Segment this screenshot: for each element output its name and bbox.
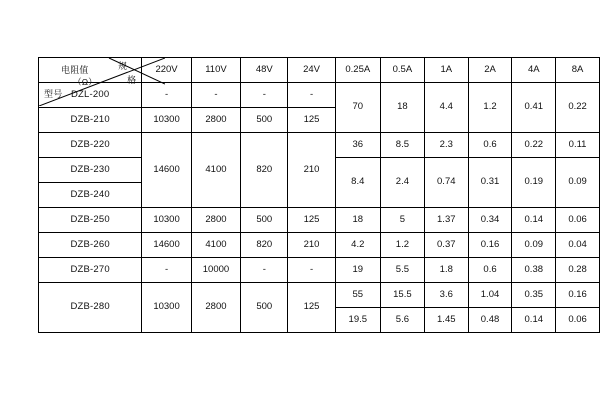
cell-current: 0.6 xyxy=(468,258,512,283)
column-header-voltage-220v: 220V xyxy=(142,58,191,83)
cell-current: 0.35 xyxy=(512,283,556,308)
cell-current: 1.8 xyxy=(424,258,468,283)
cell-current: 2.4 xyxy=(380,158,424,208)
cell-current: 5 xyxy=(380,208,424,233)
cell-voltage: 10000 xyxy=(191,258,240,283)
cell-current: 0.28 xyxy=(556,258,600,283)
cell-model: DZB-210 xyxy=(39,108,142,133)
cell-current: 0.19 xyxy=(512,158,556,208)
cell-voltage: 10300 xyxy=(142,108,191,133)
cell-current: 0.04 xyxy=(556,233,600,258)
cell-current: 18 xyxy=(380,83,424,133)
cell-current: 0.06 xyxy=(556,308,600,333)
cell-model: DZL-200 xyxy=(39,83,142,108)
cell-voltage: 4100 xyxy=(191,233,240,258)
cell-voltage: 10300 xyxy=(142,208,191,233)
cell-voltage: 500 xyxy=(241,108,288,133)
cell-voltage: 14600 xyxy=(142,233,191,258)
cell-voltage: 2800 xyxy=(191,108,240,133)
table-header-row xyxy=(39,58,600,83)
corner-unit-label: （Ω） xyxy=(73,77,97,87)
cell-current: 5.5 xyxy=(380,258,424,283)
cell-current: 1.45 xyxy=(424,308,468,333)
cell-current: 0.16 xyxy=(468,233,512,258)
cell-voltage: 10300 xyxy=(142,283,191,333)
cell-voltage: 14600 xyxy=(142,133,191,208)
cell-voltage: - xyxy=(142,258,191,283)
cell-current: 0.09 xyxy=(556,158,600,208)
corner-spec-label-1: 规 xyxy=(118,61,128,71)
cell-current: 0.31 xyxy=(468,158,512,208)
cell-current: 8.5 xyxy=(380,133,424,158)
column-header-current-4a: 4A xyxy=(512,58,556,83)
column-header-voltage-24v: 24V xyxy=(288,58,335,83)
table-row xyxy=(39,133,600,158)
cell-current: 0.16 xyxy=(556,283,600,308)
cell-voltage: 125 xyxy=(288,208,335,233)
cell-voltage: - xyxy=(191,83,240,108)
cell-current: 1.2 xyxy=(468,83,512,133)
column-header-voltage-48v: 48V xyxy=(241,58,288,83)
cell-current: 0.11 xyxy=(556,133,600,158)
cell-current: 4.2 xyxy=(335,233,380,258)
cell-current: 0.34 xyxy=(468,208,512,233)
cell-current: 0.14 xyxy=(512,308,556,333)
corner-model-label: 型号 xyxy=(44,89,63,99)
cell-model: DZB-270 xyxy=(39,258,142,283)
corner-spec-label-2: 格 xyxy=(127,75,137,85)
cell-current: 1.37 xyxy=(424,208,468,233)
cell-current: 36 xyxy=(335,133,380,158)
cell-model: DZB-230 xyxy=(39,158,142,183)
cell-current: 0.37 xyxy=(424,233,468,258)
cell-current: 3.6 xyxy=(424,283,468,308)
cell-current: 2.3 xyxy=(424,133,468,158)
cell-voltage: 4100 xyxy=(191,133,240,208)
column-header-current-025a: 0.25A xyxy=(335,58,380,83)
cell-voltage: 2800 xyxy=(191,283,240,333)
cell-model: DZB-240 xyxy=(39,183,142,208)
cell-voltage: 2800 xyxy=(191,208,240,233)
cell-current: 1.04 xyxy=(468,283,512,308)
table-row xyxy=(39,258,600,283)
cell-current: 0.48 xyxy=(468,308,512,333)
cell-current: 4.4 xyxy=(424,83,468,133)
cell-current: 70 xyxy=(335,83,380,133)
cell-current: 0.38 xyxy=(512,258,556,283)
cell-voltage: 500 xyxy=(241,208,288,233)
cell-current: 15.5 xyxy=(380,283,424,308)
cell-voltage: 820 xyxy=(241,133,288,208)
cell-model: DZB-260 xyxy=(39,233,142,258)
column-header-current-1a: 1A xyxy=(424,58,468,83)
cell-current: 19.5 xyxy=(335,308,380,333)
specification-table xyxy=(38,57,600,333)
cell-current: 0.09 xyxy=(512,233,556,258)
cell-voltage: 500 xyxy=(241,283,288,333)
cell-current: 0.06 xyxy=(556,208,600,233)
table-row xyxy=(39,208,600,233)
column-header-current-8a: 8A xyxy=(556,58,600,83)
column-header-voltage-110v: 110V xyxy=(191,58,240,83)
cell-current: 18 xyxy=(335,208,380,233)
cell-voltage: - xyxy=(288,83,335,108)
column-header-current-05a: 0.5A xyxy=(380,58,424,83)
cell-current: 19 xyxy=(335,258,380,283)
cell-current: 5.6 xyxy=(380,308,424,333)
cell-voltage: - xyxy=(288,258,335,283)
cell-current: 0.74 xyxy=(424,158,468,208)
cell-current: 0.14 xyxy=(512,208,556,233)
cell-voltage: 210 xyxy=(288,133,335,208)
cell-current: 55 xyxy=(335,283,380,308)
column-header-current-2a: 2A xyxy=(468,58,512,83)
cell-model: DZB-280 xyxy=(39,283,142,333)
cell-voltage: 125 xyxy=(288,283,335,333)
cell-voltage: - xyxy=(241,83,288,108)
table-row xyxy=(39,233,600,258)
cell-model: DZB-250 xyxy=(39,208,142,233)
cell-current: 0.22 xyxy=(556,83,600,133)
cell-current: 0.6 xyxy=(468,133,512,158)
table-body xyxy=(39,58,600,333)
cell-model: DZB-220 xyxy=(39,133,142,158)
cell-current: 0.22 xyxy=(512,133,556,158)
table-row xyxy=(39,283,600,308)
cell-current: 0.41 xyxy=(512,83,556,133)
cell-current: 1.2 xyxy=(380,233,424,258)
cell-voltage: - xyxy=(241,258,288,283)
cell-voltage: - xyxy=(142,83,191,108)
corner-resistance-label: 电阻值 xyxy=(61,65,89,75)
cell-voltage: 210 xyxy=(288,233,335,258)
cell-voltage: 820 xyxy=(241,233,288,258)
cell-current: 8.4 xyxy=(335,158,380,208)
cell-voltage: 125 xyxy=(288,108,335,133)
